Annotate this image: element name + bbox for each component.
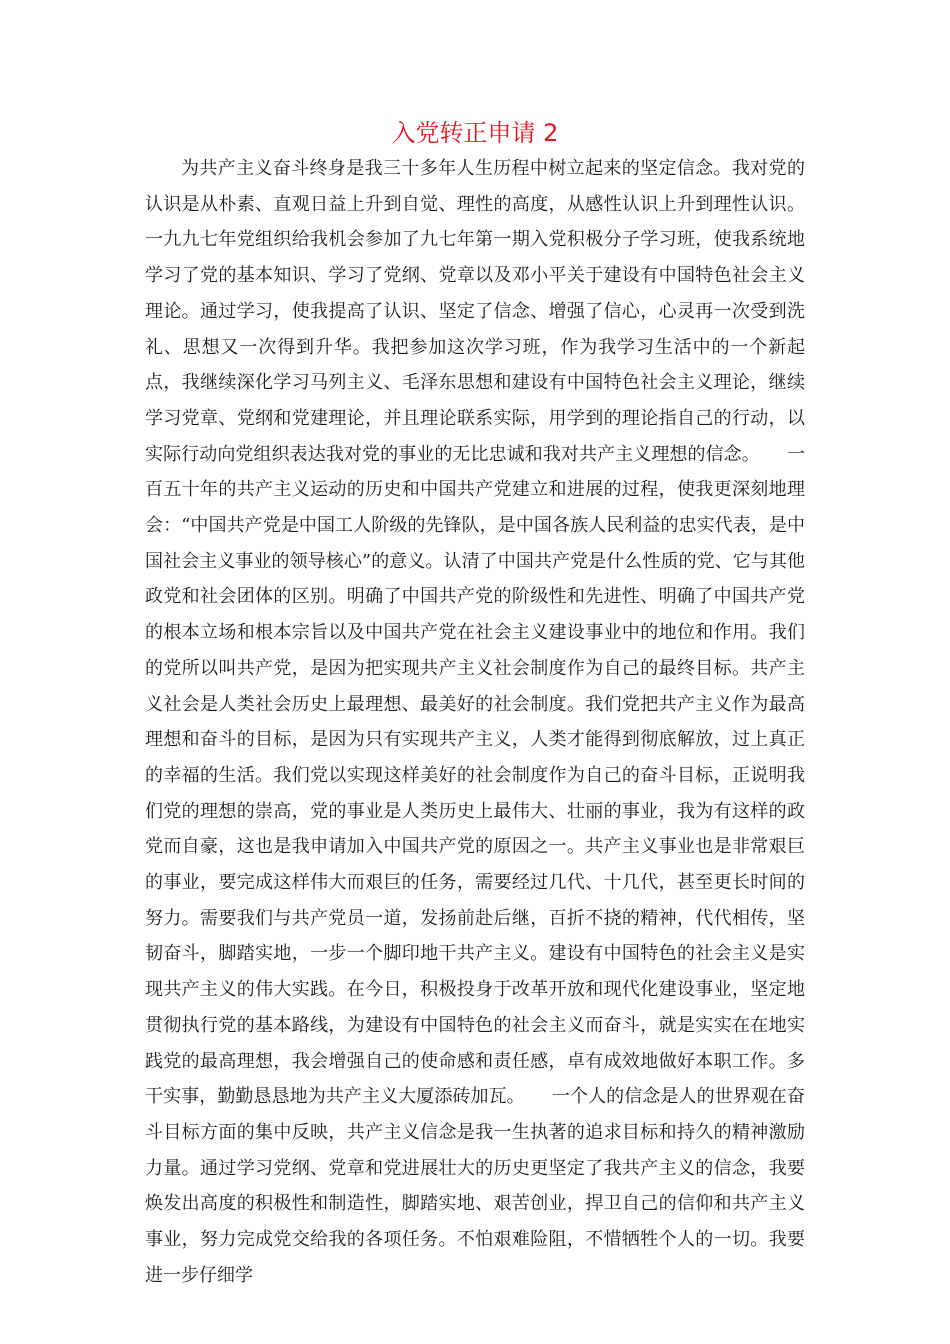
document-title: 入党转正申请 2: [391, 119, 559, 147]
document-body-text: 为共产主义奋斗终身是我三十多年人生历程中树立起来的坚定信念。我对党的认识是从朴素、直观日益上升到自觉、理性的高度，从感性认识上升到理性认识。一九九七年党组织给我机会参加了九七年第一期入党积极分子学习班，使我系统地学习了党的基本知识、学习了党纲、党章以及邓小平关于建设有中国特色社会主义理论。通过学习，使我提高了认识、坚定了信念、增强了信心，心灵再一次受到洗礼、思想又一次得到升华。我把参加这次学习班，作为我学习生活中的一个新起点，我继续深化学习马列主义、毛泽东思想和建设有中国特色社会主义理论，继续学习党章、党纲和党建理论，并且理论联系实际，用学到的理论指自己的行动，以实际行动向党组织表达我对党的事业的无比忠诚和我对共产主义理想的信念。 一百五十年的共产主义运动的历史和中国共产党建立和进展的过程，使我更深刻地理会：“中国共产党是中国工人阶级的先锋队，是中国各族人民利益的忠实代表，是中国社会主义事业的领导核心”的意义。认清了中国共产党是什么性质的党、它与其他政党和社会团体的区别。明确了中国共产党的阶级性和先进性、明确了中国共产党的根本立场和根本宗旨以及中国共产党在社会主义建设事业中的地位和作用。我们的党所以叫共产党，是因为把实现共产主义社会制度作为自己的最终目标。共产主义社会是人类社会历史上最理想、最美好的社会制度。我们党把共产主义作为最高理想和奋斗的目标，是因为只有实现共产主义，人类才能得到彻底解放，过上真正的幸福的生活。我们党以实现这样美好的社会制度作为自己的奋斗目标，正说明我们党的理想的崇高，党的事业是人类历史上最伟大、壮丽的事业，我为有这样的政党而自豪，这也是我申请加入中国共产党的原因之一。共产主义事业也是非常艰巨的事业，要完成这样伟大而艰巨的任务，需要经过几代、十几代，甚至更长时间的努力。需要我们与共产党员一道，发扬前赴后继，百折不挠的精神，代代相传，坚韧奋斗，脚踏实地，一步一个脚印地干共产主义。建设有中国特色的社会主义是实现共产主义的伟大实践。在今日，积极投身于改革开放和现代化建设事业，坚定地贯彻执行党的基本路线，为建设有中国特色的社会主义而奋斗，就是实实在在地实践党的最高理想，我会增强自己的使命感和责任感，卓有成效地做好本职工作。多干实事，勤勤恳恳地为共产主义大厦添砖加瓦。 一个人的信念是人的世界观在奋斗目标方面的集中反映，共产主义信念是我一生执著的追求目标和持久的精神激励力量。通过学习党纲、党章和党进展壮大的历史更坚定了我共产主义的信念，我要焕发出高度的积极性和制造性，脚踏实地、艰苦创业，捍卫自己的信仰和共产主义事业，努力完成党交给我的各项任务。不怕艰难险阻，不惜牺牲个人的一切。我要进一步仔细学: [145, 158, 805, 1286]
